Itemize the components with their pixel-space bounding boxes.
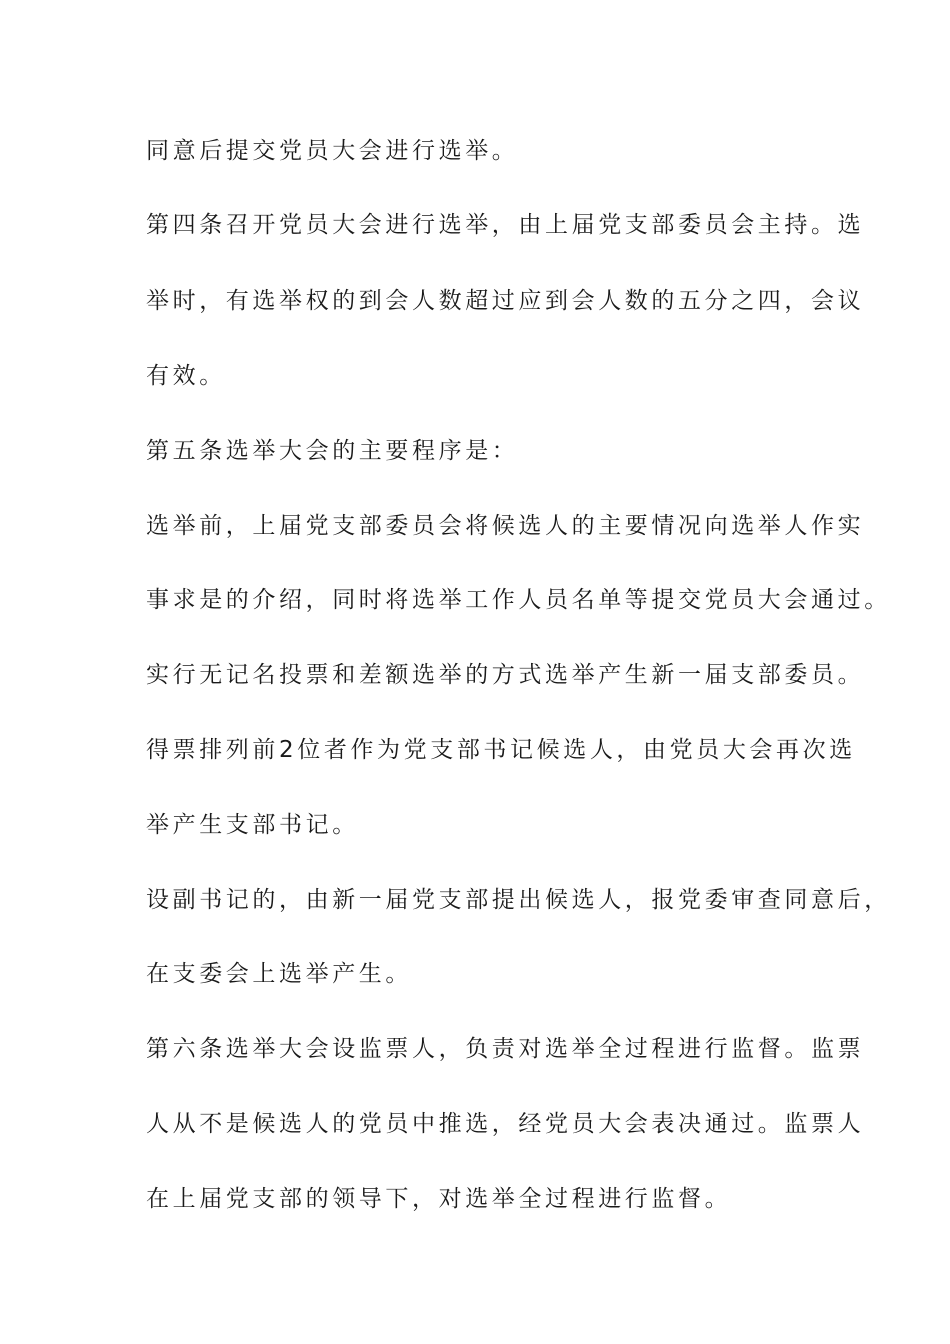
text-line: 得票排列前2位者作为党支部书记候选人，由党员大会再次选 [146, 737, 856, 763]
text-line: 在上届党支部的领导下，对选举全过程进行监督。 [146, 1186, 732, 1212]
text-line: 选举前，上届党支部委员会将候选人的主要情况向选举人作实 [146, 513, 865, 539]
text-line: 同意后提交党员大会进行选举。 [146, 138, 519, 164]
text-line: 举产生支部书记。 [146, 812, 359, 838]
text-line: 举时，有选举权的到会人数超过应到会人数的五分之四，会议 [146, 288, 865, 314]
text-line: 在支委会上选举产生。 [146, 961, 412, 987]
text-line: 第四条召开党员大会进行选举，由上届党支部委员会主持。选 [146, 212, 865, 238]
text-line: 第五条选举大会的主要程序是： [146, 438, 519, 464]
text-line: 第六条选举大会设监票人，负责对选举全过程进行监督。监票 [146, 1036, 865, 1062]
text-line: 设副书记的，由新一届党支部提出候选人，报党委审查同意后， [146, 887, 891, 913]
text-line: 实行无记名投票和差额选举的方式选举产生新一届支部委员。 [146, 662, 865, 688]
text-line: 有效。 [146, 363, 226, 389]
text-line: 人从不是候选人的党员中推选，经党员大会表决通过。监票人 [146, 1111, 865, 1137]
text-line: 事求是的介绍，同时将选举工作人员名单等提交党员大会通过。 [146, 587, 891, 613]
